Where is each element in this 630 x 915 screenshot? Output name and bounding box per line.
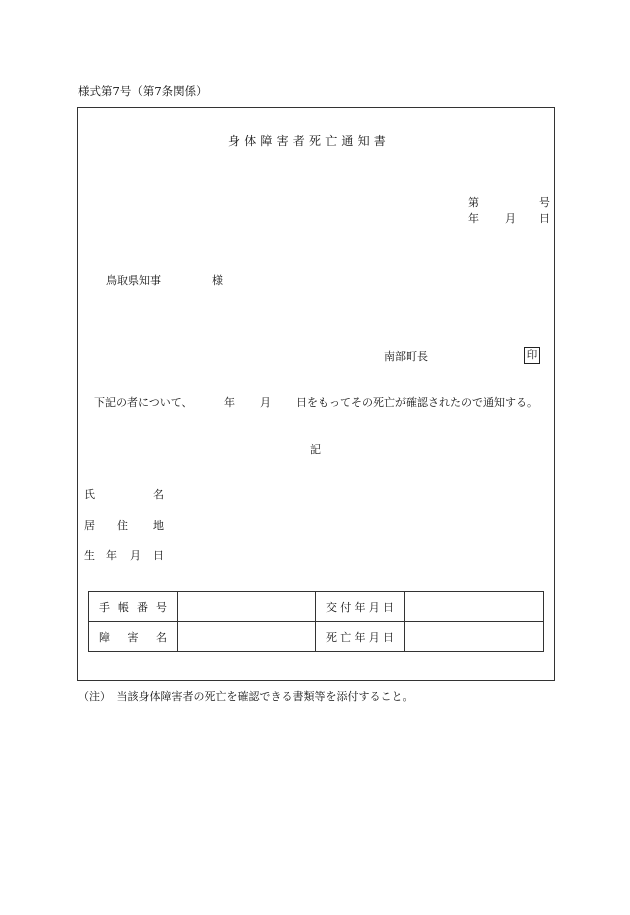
body-text-part1: 下記の者について、 — [94, 396, 193, 409]
footnote: （注） 当該身体障害者の死亡を確認できる書類等を添付すること。 — [78, 690, 414, 703]
form-number-header: 様式第7号（第7条関係） — [78, 84, 208, 98]
field-name-char: 名 — [153, 488, 164, 501]
table-label-death-date: 死亡年月日 — [316, 622, 405, 652]
date-year-label: 年 — [468, 212, 479, 225]
field-birthdate-char: 月 — [130, 549, 141, 562]
sender-name: 南部町長 — [384, 350, 428, 363]
table-value-disability-name[interactable] — [178, 622, 316, 652]
field-address-char: 住 — [117, 519, 128, 532]
date-month-label: 月 — [505, 212, 516, 225]
field-address-char: 居 — [84, 519, 95, 532]
table-label-issue-date: 交付年月日 — [316, 592, 405, 622]
table-value-notebook-number[interactable] — [178, 592, 316, 622]
field-birthdate-char: 生 — [84, 549, 95, 562]
addressee-honorific: 様 — [212, 274, 223, 287]
table-row — [89, 592, 544, 622]
table-row — [89, 622, 544, 652]
seal-mark: 印 — [524, 347, 540, 364]
table-label-disability-name: 障害名 — [89, 622, 178, 652]
body-month-label: 月 — [260, 396, 271, 409]
number-suffix: 号 — [539, 196, 550, 209]
field-name-char: 氏 — [84, 488, 95, 501]
info-table — [88, 591, 544, 652]
table-value-issue-date[interactable] — [405, 592, 544, 622]
field-birthdate-char: 年 — [106, 549, 117, 562]
field-birthdate-char: 日 — [153, 549, 164, 562]
field-address-char: 地 — [153, 519, 164, 532]
table-label-notebook-number: 手帳番号 — [89, 592, 178, 622]
date-day-label: 日 — [539, 212, 550, 225]
body-year-label: 年 — [224, 396, 235, 409]
document-title: 身体障害者死亡通知書 — [228, 134, 391, 148]
addressee-name: 鳥取県知事 — [106, 274, 161, 287]
body-text-part2: 日をもってその死亡が確認されたので通知する。 — [296, 396, 538, 409]
ki-heading: 記 — [310, 443, 321, 456]
number-prefix: 第 — [468, 196, 479, 209]
table-value-death-date[interactable] — [405, 622, 544, 652]
